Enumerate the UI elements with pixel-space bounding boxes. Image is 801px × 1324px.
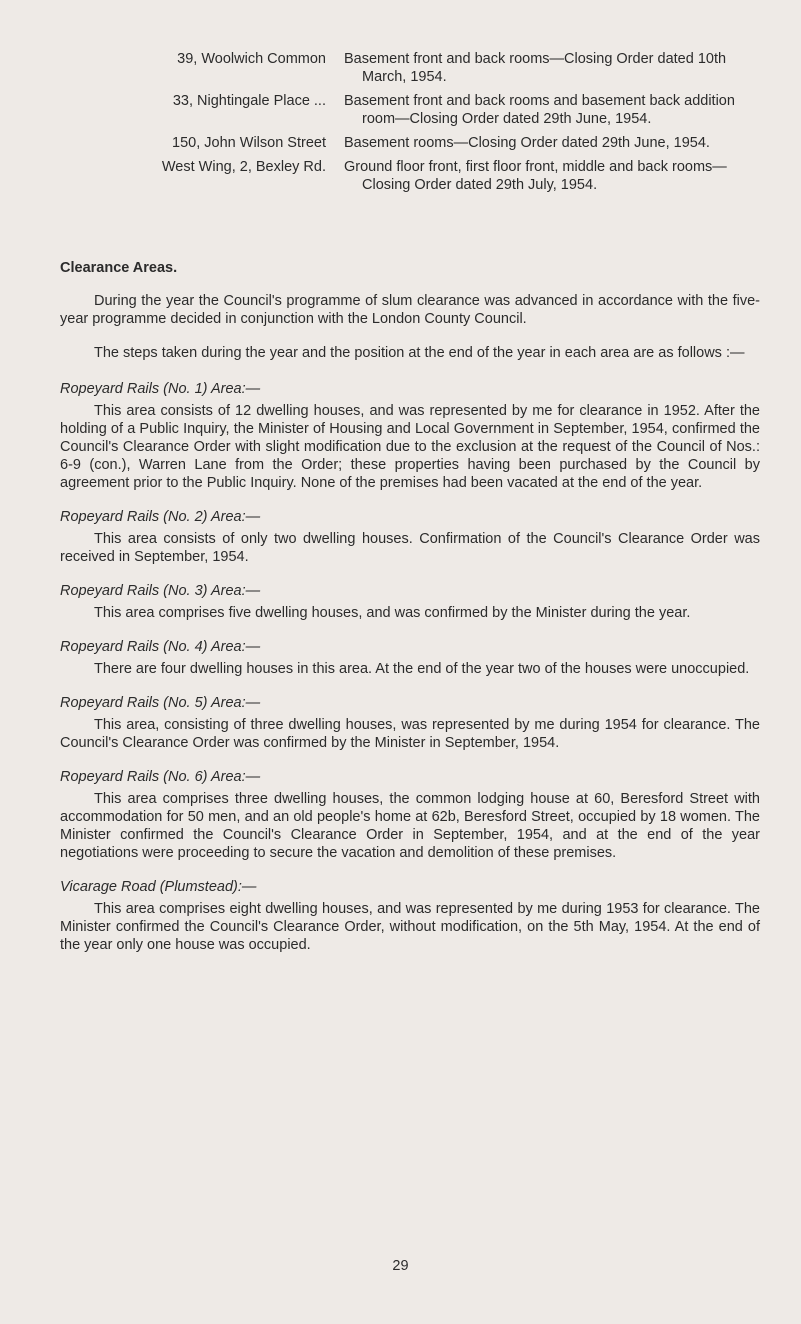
section-heading-clearance-areas: Clearance Areas. [60,260,178,276]
area-heading: Vicarage Road (Plumstead):— [60,879,257,895]
closing-order-row [60,50,770,86]
intro-paragraph: The steps taken during the year and the position at the end of the year in each area are as follows :— [94,345,745,361]
closing-order-address: 150, John Wilson Street [172,135,326,151]
area-paragraph: This area comprises five dwelling houses, and was confirmed by the Minister during the year. [94,605,691,621]
area-paragraph: This area consists of only two dwelling houses. Confirmation of the Council's Clearance Order was received in September, 1954. [60,531,760,565]
area-heading: Ropeyard Rails (No. 1) Area:— [60,381,261,397]
closing-order-description: Basement rooms—Closing Order dated 29th June, 1954. [344,135,710,151]
closing-order-address: 33, Nightingale Place ... [172,93,326,109]
area-paragraph: This area consists of 12 dwelling houses, and was represented by me for clearance in 1952. After the holding of a Public Inquiry, the Minister of Housing and Local Government in September, 1954, confirmed the Council's Clearance Order with slight modification due to the exclusion at the request of the Council of Nos.: 6-9 (con.), Warren Lane from the Order; these properties having been purchased by the Council by agreement prior to the Public Inquiry. None of the premises had been vacated at the end of the year. [60,403,760,491]
closing-order-row [60,158,770,194]
area-heading: Ropeyard Rails (No. 6) Area:— [60,769,261,785]
closing-orders-table [60,50,770,200]
closing-order-row [60,92,770,128]
area-paragraph: There are four dwelling houses in this area. At the end of the year two of the houses were unoccupied. [94,661,750,677]
clearance-body [60,292,760,970]
area-heading: Ropeyard Rails (No. 4) Area:— [60,639,261,655]
closing-order-description: Basement front and back rooms and basement back addition room—Closing Order dated 29th June, 1954. [344,93,735,127]
page-number: 29 [392,1258,409,1274]
area-paragraph: This area, consisting of three dwelling houses, was represented by me during 1954 for clearance. The Council's Clearance Order was confirmed by the Minister in September, 1954. [60,717,760,751]
closing-order-row [60,134,770,152]
area-paragraph: This area comprises eight dwelling houses, and was represented by me during 1953 for clearance. The Minister confirmed the Council's Clearance Order, without modification, on the 5th May, 1954. At the end of the year only one house was occupied. [60,901,760,953]
area-heading: Ropeyard Rails (No. 2) Area:— [60,509,261,525]
closing-order-description: Ground floor front, first floor front, middle and back rooms—Closing Order dated 29th July, 1954. [344,159,727,193]
closing-order-description: Basement front and back rooms—Closing Order dated 10th March, 1954. [344,51,727,85]
area-heading: Ropeyard Rails (No. 3) Area:— [60,583,261,599]
closing-order-address: 39, Woolwich Common [177,51,326,67]
closing-order-address: West Wing, 2, Bexley Rd. [161,159,326,175]
intro-paragraph: During the year the Council's programme of slum clearance was advanced in accordance with the five-year programme decided in conjunction with the London County Council. [60,293,760,327]
area-heading: Ropeyard Rails (No. 5) Area:— [60,695,261,711]
area-paragraph: This area comprises three dwelling houses, the common lodging house at 60, Beresford Street with accommodation for 50 men, and an old people's home at 62b, Beresford Street, occupied by 18 women. The Minister confirmed the Council's Clearance Order in September, 1954, and at the end of the year negotiations were proceeding to secure the vacation and demolition of these premises. [60,791,760,861]
